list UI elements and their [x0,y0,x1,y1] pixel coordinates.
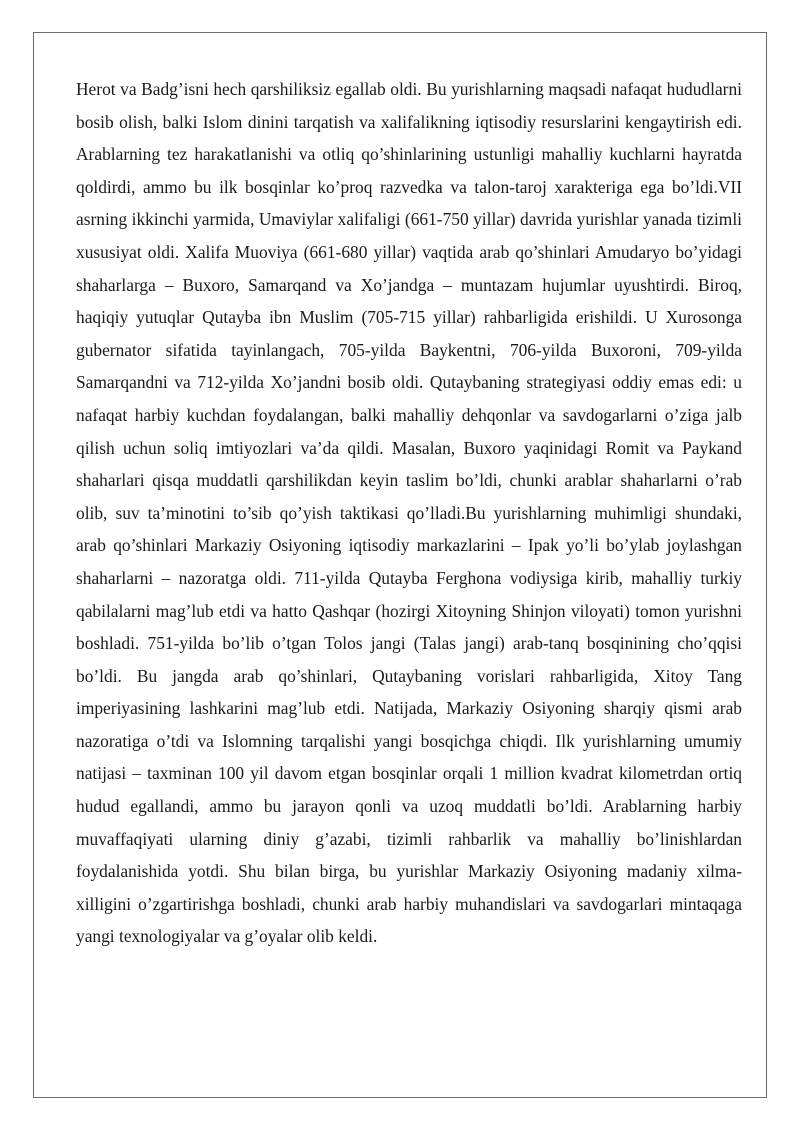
body-paragraph: Herot va Badg’isni hech qarshiliksiz egallab oldi. Bu yurishlarning maqsadi nafaqat hududlarni bosib olish, balki Islom dinini tarqatish va xalifalikning iqtisodiy resurslarini kengaytirish edi. Arablarning tez harakatlanishi va otliq qo’shinlarining ustunligi mahalliy kuchlarni hayratda qoldirdi, ammo bu ilk bosqinlar ko’proq razvedka va talon-taroj xarakteriga ega bo’ldi.VII asrning ikkinchi yarmida, Umaviylar xalifaligi (661-750 yillar) davrida yurishlar yanada tizimli xususiyat oldi. Xalifa Muoviya (661-680 yillar) vaqtida arab qo’shinlari Amudaryo bo’yidagi shaharlarga – Buxoro, Samarqand va Xo’jandga – muntazam hujumlar uyushtirdi. Biroq, haqiqiy yutuqlar Qutayba ibn Muslim (705-715 yillar) rahbarligida erishildi. U Xurosonga gubernator sifatida tayinlangach, 705-yilda Baykentni, 706-yilda Buxoroni, 709-yilda Samarqandni va 712-yilda Xo’jandni bosib oldi. Qutaybaning strategiyasi oddiy emas edi: u nafaqat harbiy kuchdan foydalangan, balki mahalliy dehqonlar va savdogarlarni o’ziga jalb qilish uchun soliq imtiyozlari va’da qildi. Masalan, Buxoro yaqinidagi Romit va Paykand shaharlari qisqa muddatli qarshilikdan keyin taslim bo’ldi, chunki arablar shaharlarni o’rab olib, suv ta’minotini to’sib qo’yish taktikasi qo’lladi.Bu yurishlarning muhimligi shundaki, arab qo’shinlari Markaziy Osiyoning iqtisodiy markazlarini – Ipak yo’li bo’ylab joylashgan shaharlarni – nazoratga oldi. 711-yilda Qutayba Ferghona vodiysiga kirib, mahalliy turkiy qabilalarni mag’lub etdi va hatto Qashqar (hozirgi Xitoyning Shinjon viloyati) tomon yurishni boshladi. 751-yilda bo’lib o’tgan Tolos jangi (Talas jangi) arab-tanq bosqinining cho’qqisi bo’ldi. Bu jangda arab qo’shinlari, Qutaybaning vorislari rahbarligida, Xitoy Tang imperiyasining lashkarini mag’lub etdi. Natijada, Markaziy Osiyoning sharqiy qismi arab nazoratiga o’tdi va Islomning tarqalishi yangi bosqichga chiqdi. Ilk yurishlarning umumiy natijasi – taxminan 100 yil davom etgan bosqinlar orqali 1 million kvadrat kilometrdan ortiq hudud egallandi, ammo bu jarayon qonli va uzoq muddatli bo’ldi. Arablarning harbiy muvaffaqiyati ularning diniy g’azabi, tizimli rahbarlik va mahalliy bo’linishlardan foydalanishida yotdi. Shu bilan birga, bu yurishlar Markaziy Osiyoning madaniy xilma-xilligini o’zgartirishga boshladi, chunki arab harbiy muhandislari va savdogarlari mintaqaga yangi texnologiyalar va g’oyalar olib keldi. [76,79,742,947]
